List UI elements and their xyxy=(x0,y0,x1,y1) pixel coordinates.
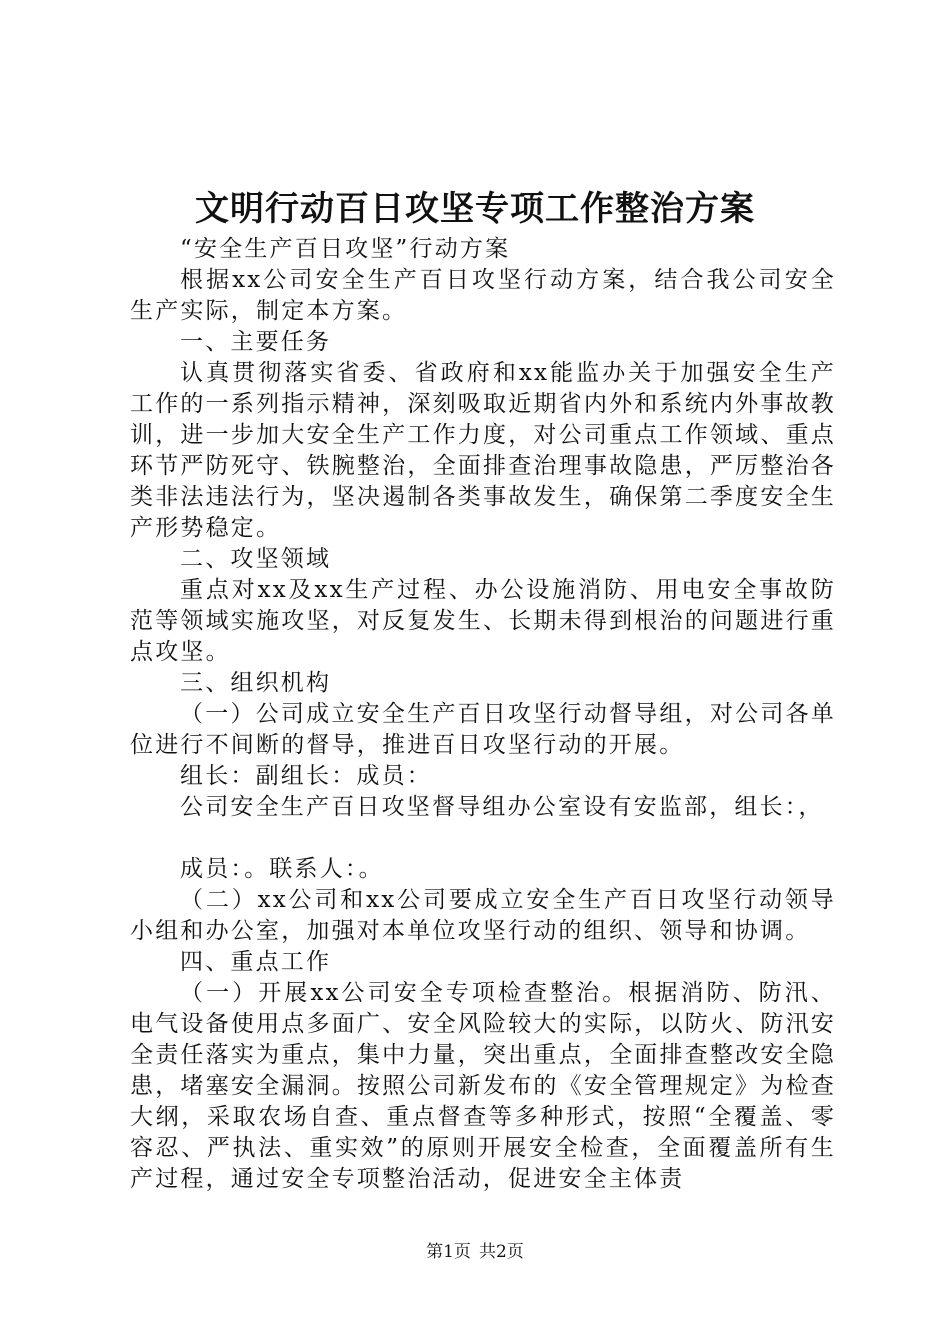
contact-line: 成员：。联系人：。 xyxy=(180,856,384,882)
page-footer xyxy=(0,1240,950,1264)
team-members-line: 组长：副组长：成员： xyxy=(180,763,432,789)
page-total: 共2页 xyxy=(479,1242,524,1262)
main-tasks-paragraph: 认真贯彻落实省委、省政府和xx能监办关于加强安全生产工作的一系列指示精神，深刻吸取近期省内外和系统内外事故教训，进一步加大安全生产工作力度，对公司重点工作领域、重点环节严防死守、铁腕整治，全面排查治理事故隐患，严厉整治各类非法违法行为，坚决遏制各类事故发生，确保第二季度安全生产形势稳定。 xyxy=(130,360,836,541)
organization-paragraph-1: （一）公司成立安全生产百日攻坚行动督导组，对公司各单位进行不间断的督导，推进百日攻坚行动的开展。 xyxy=(130,701,836,758)
office-line: 公司安全生产百日攻坚督导组办公室设有安监部，组长：， xyxy=(180,794,824,820)
section-heading-key-work: 四、重点工作 xyxy=(180,949,332,975)
focus-areas-paragraph: 重点对xx及xx生产过程、办公设施消防、用电安全事故防范等领域实施攻坚，对反复发生、长期未得到根治的问题进行重点攻坚。 xyxy=(130,577,836,665)
document-body xyxy=(130,234,836,1195)
intro-paragraph: 根据xx公司安全生产百日攻坚行动方案，结合我公司安全生产实际，制定本方案。 xyxy=(130,267,836,324)
blank-line xyxy=(130,823,836,854)
section-heading-organization: 三、组织机构 xyxy=(180,670,332,696)
key-work-paragraph: （一）开展xx公司安全专项检查整治。根据消防、防汛、电气设备使用点多面广、安全风险较大的实际，以防火、防汛安全责任落实为重点，集中力量，突出重点，全面排查整改安全隐患，堵塞安全漏洞。按照公司新发布的《安全管理规定》为检查大纲，采取农场自查、重点督查等多种形式，按照“全覆盖、零容忍、严执法、重实效”的原则开展安全检查，全面覆盖所有生产过程，通过安全专项整治活动，促进安全主体责 xyxy=(130,980,836,1192)
section-heading-focus-areas: 二、攻坚领域 xyxy=(180,546,332,572)
organization-paragraph-2: （二）xx公司和xx公司要成立安全生产百日攻坚行动领导小组和办公室，加强对本单位攻坚行动的组织、领导和协调。 xyxy=(130,887,836,944)
section-heading-main-tasks: 一、主要任务 xyxy=(180,329,332,355)
document-title: 文明行动百日攻坚专项工作整治方案 xyxy=(195,189,755,229)
page-number: 第1页 xyxy=(426,1242,471,1262)
plan-subtitle: “安全生产百日攻坚”行动方案 xyxy=(180,236,511,262)
